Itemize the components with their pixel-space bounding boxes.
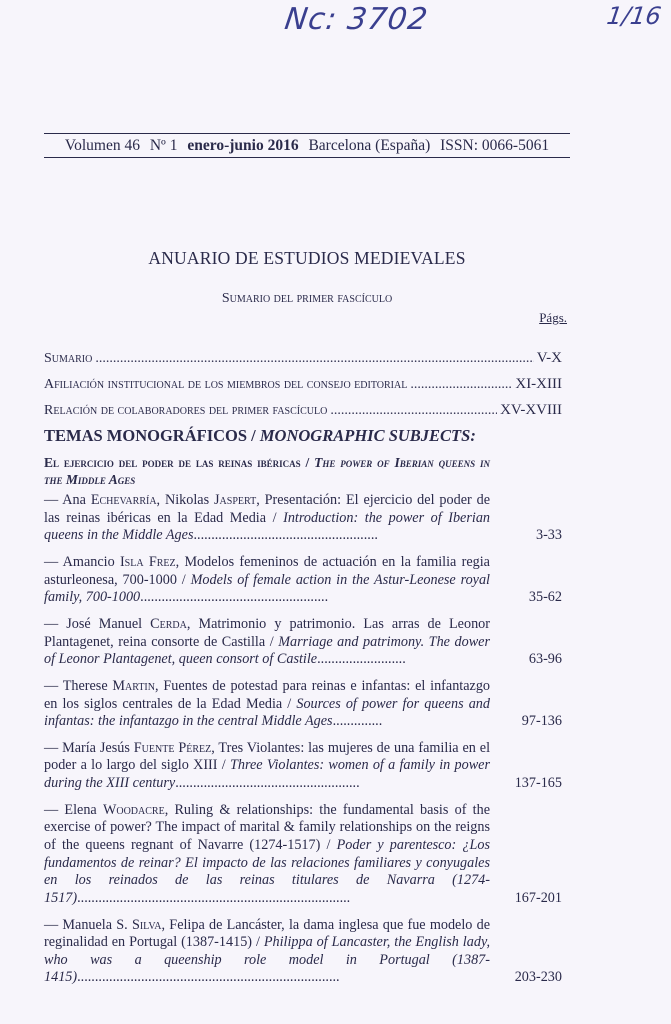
article-pages: 97-136 <box>521 713 562 730</box>
article-author-2: Jaspert <box>214 492 257 508</box>
article-author-sep: , Nikolas <box>156 492 215 508</box>
masthead-rule-top <box>44 133 570 134</box>
article-title-es: , Presentación: El ejercicio del poder de las reinas ibéricas en la Edad Media / <box>44 492 490 526</box>
dot-leader: ..................................................... <box>140 589 329 606</box>
dot-leader <box>330 403 497 419</box>
article-pages: 167-201 <box>514 889 562 906</box>
section-heading-es: TEMAS MONOGRÁFICOS / <box>44 426 256 445</box>
dot-leader <box>410 377 512 393</box>
dot-leader <box>95 351 533 367</box>
article-pages: 3-33 <box>535 527 562 544</box>
article-title-en: Poder y parentesco: ¿Los fundamentos de reinar? El impacto de las relaciones familiares y conyugales en los reinados de las reinas titulares de Navarra (1274-1517) <box>44 837 490 906</box>
article-pages: 203-230 <box>514 969 562 986</box>
article-title-en: Philippa of Lancaster, the English lady, who was a queenship role model in Portugal (1387-1415) <box>44 934 490 986</box>
dot-leader: .......................................................................... <box>77 969 340 986</box>
subsection-heading <box>44 454 490 488</box>
article-entry <box>44 917 562 987</box>
pages-label: Págs. <box>539 310 567 325</box>
issue-number: Nº 1 <box>149 137 178 154</box>
dot-leader: .................................................... <box>193 527 378 544</box>
article-author: Martin <box>112 677 155 694</box>
article-pages: 137-165 <box>514 775 562 792</box>
article-prefix: — José Manuel <box>44 615 151 632</box>
article-entry <box>44 616 562 669</box>
article-author: Cerda <box>150 615 187 632</box>
front-matter-item <box>44 402 562 419</box>
article-title-es: , Tres Violantes: las mujeres de una familia en el poder a lo largo del siglo XIII / <box>44 739 491 774</box>
front-matter-label: Sumario <box>44 351 93 366</box>
article-title-en: Three Violantes: women of a family in power during the XIII century <box>44 757 490 792</box>
article-title-es: , Ruling & relationships: the fundamental basis of the exercise of power? The impact of marital & family relationships on the reigns of the queens regnant of Navarre (1274-1517) / <box>44 801 490 854</box>
handwritten-folio: 1/16 <box>605 2 663 30</box>
period: enero-junio 2016 <box>187 137 299 154</box>
article-author: Isla Frez <box>119 553 176 570</box>
article-prefix: — Therese <box>44 677 113 694</box>
dot-leader: .................................................... <box>175 775 360 792</box>
summary-title: Sumario del primer fascículo <box>221 291 393 306</box>
journal-title: ANUARIO DE ESTUDIOS MEDIEVALES <box>148 248 466 268</box>
dot-leader: .............. <box>332 713 383 730</box>
article-author: Woodacre <box>102 801 165 818</box>
front-matter-item <box>44 376 562 393</box>
article-title-es: , Fuentes de potestad para reinas e infantas: el infantazgo en los siglos centrales de la Edad Media / <box>44 677 491 712</box>
front-matter-item <box>44 350 562 367</box>
issn: ISSN: 0066-5061 <box>440 137 550 154</box>
article-prefix: — Manuela S. <box>44 916 132 933</box>
front-matter-label: Relación de colaboradores del primer fascículo <box>44 403 328 418</box>
handwritten-reference: Nc: 3702 <box>282 2 431 37</box>
article-author: Echevarría <box>90 492 157 508</box>
article-prefix: — María Jesús <box>44 739 134 756</box>
article-title-es: , Matrimonio y patrimonio. Las arras de Leonor Plantagenet, reina consorte de Castilla / <box>44 615 490 650</box>
subsection-es: El ejercicio del poder de las reinas ibéricas / <box>44 455 310 470</box>
front-matter-label: Afiliación institucional de los miembros del consejo editorial <box>44 377 408 392</box>
front-matter-pages: XV-XVIII <box>500 402 562 418</box>
article-list <box>44 492 562 996</box>
place: Barcelona (España) <box>308 137 431 154</box>
front-matter-pages: XI-XIII <box>515 376 562 392</box>
dot-leader: ............................................................................. <box>77 889 351 906</box>
article-entry <box>44 802 562 908</box>
masthead <box>44 136 570 156</box>
article-title-en: Marriage and patrimony. The dower of Leonor Plantagenet, queen consort of Castile <box>44 633 491 668</box>
article-prefix: — Ana <box>44 492 91 508</box>
subsection-en: The power of Iberian queens in the Middle Ages <box>44 455 490 487</box>
article-title-es: , Felipa de Lancáster, la dama inglesa que fue modelo de reginalidad en Portugal (1387-1415) / <box>44 916 490 951</box>
article-author: Fuente Pérez <box>133 739 212 756</box>
article-pages: 35-62 <box>528 589 562 606</box>
article-entry <box>44 554 562 607</box>
article-pages: 63-96 <box>528 651 562 668</box>
dot-leader: ......................... <box>317 651 406 668</box>
article-entry <box>44 740 562 793</box>
article-author: Silva <box>131 916 162 933</box>
masthead-rule-bottom <box>44 157 570 158</box>
article-title-en: Introduction: the power of Iberian queens in the Middle Ages <box>44 509 491 544</box>
article-title-en: Sources of power for queens and infantas: the infantazgo in the central Middle Ages <box>44 695 490 730</box>
article-prefix: — Elena <box>44 801 103 818</box>
front-matter-pages: V-X <box>536 350 562 366</box>
volume: Volumen 46 <box>64 137 140 154</box>
article-title-es: , Modelos femeninos de actuación en la familia regia asturleonesa, 700-1000 / <box>44 553 490 588</box>
article-entry <box>44 492 562 545</box>
article-prefix: — Amancio <box>44 553 120 570</box>
section-heading-en: MONOGRAPHIC SUBJECTS: <box>259 426 476 445</box>
article-title-en: Models of female action in the Astur-Leonese royal family, 700-1000 <box>44 571 490 606</box>
article-entry <box>44 678 562 731</box>
section-heading <box>44 426 476 446</box>
